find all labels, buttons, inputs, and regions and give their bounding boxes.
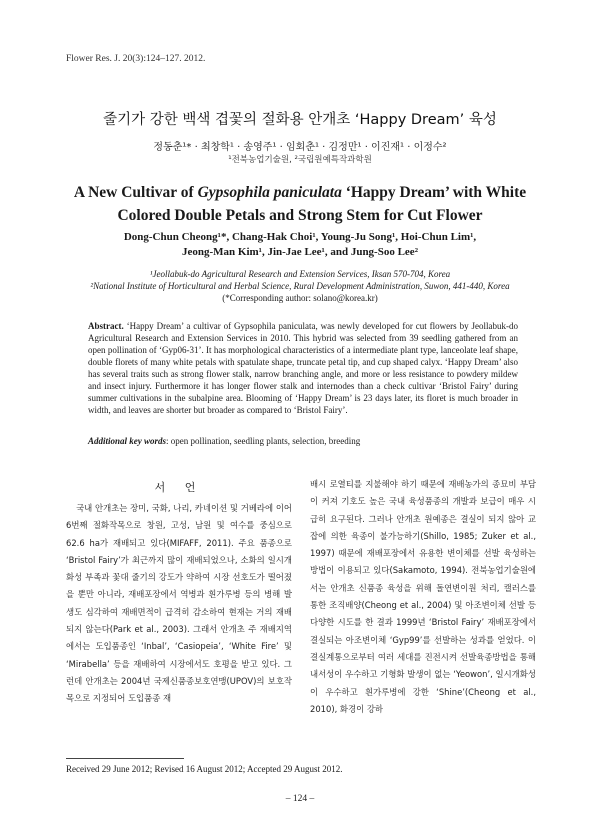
english-title-part-a: A New Cultivar of bbox=[73, 184, 198, 201]
right-column-text: 배시 로열티를 지불해야 하기 때문에 재배농가의 종묘비 부담이 커져 기호도 높은 국내 육성품종의 개발과 보급이 매우 시급히 요구된다. 그러나 안개초 원예종은 결실이 되지 않아 교잡에 의한 육종이 불가능하기(Shillo, 1985; Zuker et al., 1997) 때문에 재배포장에서 유용한 변이체를 선발 육성하는 방법이 이용되고 있다(Sakamoto, 1994). 전북농업기술원에서는 안개초 신품종 육성을 위해 돌연변이원 처리, 캘러스를 통한 조직배양(Cheong et al., 2004) 및 아조변이체 선발 등 다양한 시도를 한 결과 1999년 ‘Bristol Fairy’ 재배포장에서 결실되는 아조변이체 ‘Gyp99’를 선발하는 성과를 얻었다. 이 결실계통으로부터 여러 세대를 진전시켜 선발육종방법을 통해 내서성이 우수하고 기형화 발생이 없는 ‘Yeowon’, 일시개화성이 우수하고 흰가루병에 강한 ‘Shine’(Cheong et al., 2010), 화경이 강하 bbox=[310, 479, 536, 714]
english-affiliation-2: ²National Institute of Horticultural and Herbal Science, Rural Development Administration, Suwon, 441-440, Korea bbox=[90, 281, 510, 291]
left-column-text: 국내 안개초는 장미, 국화, 나리, 카네이션 및 거베라에 이어 6번째 절화작목으로 창원, 고성, 남원 및 여수를 중심으로 62.6 ha가 재배되고 있다(MIFAFF, 2011). 주요 품종으로 ‘Bristol Fairy’가 최근까지 많이 재배되었으나, 소화의 일시개화성 부족과 꽃대 줄기의 강도가 약하여 시장 선호도가 떨어졌을 뿐만 아니라, 재배포장에서 역병과 흰가루병 등의 병해 발생도 심각하여 재배면적이 급격히 감소하여 현재는 거의 재배되지 않는다(Park et al., 2003). 그래서 안개초 주 재배지역에서는 도입품종인 ‘Inbal’, ‘Casiopeia’, ‘White Fire’ 및 ‘Mirabella’ 등을 재배하여 시장에서도 호평을 받고 있다. 그런데 안개초는 2004년 국제신품종보호연맹(UPOV)의 보호작목으로 지정되어 도입품종 재 bbox=[66, 503, 292, 704]
keywords bbox=[88, 436, 518, 446]
journal-citation: Flower Res. J. 20(3):124–127. 2012. bbox=[66, 54, 206, 64]
abstract-text: ‘Happy Dream’ a cultivar of Gypsophila paniculata, was newly developed for cut flowers by Jeollabuk-do Agricultural Research and Extension Services in 2010. This hybrid was selected from 39 seedling gathered from an open pollination of ‘Gyp06-31’. It has morphological characteristics of a intermediate plant type, lanceolate leaf shape, double florets of many white petals with spatulate shape, truncate petal tip, and cup shaped calyx. ‘Happy Dream’ also has several traits such as strong flower stalk, narrow branching angle, and more or less resistance to powdery mildew and insect injury. Furthermore it has longer flower stalk and internodes than a check cultivar ‘Bristol Fairy’ during summer cultivations in the subalpine area. Blooming of ‘Happy Dream’ is 23 days later, its floret is much broader in width, and leaves are shorter but broader as compared to ‘Bristol Fairy’. bbox=[88, 321, 518, 415]
body-left-column bbox=[66, 500, 292, 708]
english-title-line2: Colored Double Petals and Strong Stem for Cut Flower bbox=[117, 207, 483, 224]
english-title-part-b: ‘Happy Dream’ with White bbox=[341, 184, 527, 201]
english-title bbox=[0, 181, 600, 227]
korean-title: 줄기가 강한 백색 겹꽃의 절화용 안개초 ‘Happy Dream’ 육성 bbox=[103, 112, 497, 128]
english-affiliation-1: ¹Jeollabuk-do Agricultural Research and Extension Services, Iksan 570-704, Korea bbox=[149, 269, 451, 279]
corresponding-author: (*Corresponding author: solano@korea.kr) bbox=[222, 293, 378, 303]
body-right-column bbox=[310, 476, 536, 718]
keywords-text: : open pollination, seedling plants, selection, breeding bbox=[166, 436, 361, 446]
page-number: – 124 – bbox=[285, 794, 315, 804]
korean-affiliations: ¹전북농업기술원, ²국립원예특작과학원 bbox=[228, 155, 372, 165]
english-affiliations bbox=[0, 268, 600, 304]
english-authors-line1: Dong-Chun Cheong¹*, Chang-Hak Choi¹, Young-Ju Song¹, Hoi-Chun Lim¹, bbox=[123, 231, 477, 243]
keywords-label: Additional key words bbox=[88, 436, 167, 446]
english-authors-line2: Jeong-Man Kim¹, Jin-Jae Lee¹, and Jung-Soo Lee² bbox=[181, 246, 418, 258]
received-dates: Received 29 June 2012; Revised 16 August 2012; Accepted 29 August 2012. bbox=[66, 764, 343, 774]
section-heading-intro: 서 언 bbox=[154, 481, 204, 494]
footnote-divider bbox=[66, 758, 184, 759]
abstract-label: Abstract. bbox=[88, 321, 124, 331]
abstract bbox=[88, 320, 518, 416]
english-authors bbox=[0, 230, 600, 260]
english-title-species: Gypsophila paniculata bbox=[197, 184, 342, 201]
korean-authors: 정동춘¹* · 최창학¹ · 송영주¹ · 임회춘¹ · 김정만¹ · 이진재¹ · 이정수² bbox=[153, 142, 447, 153]
